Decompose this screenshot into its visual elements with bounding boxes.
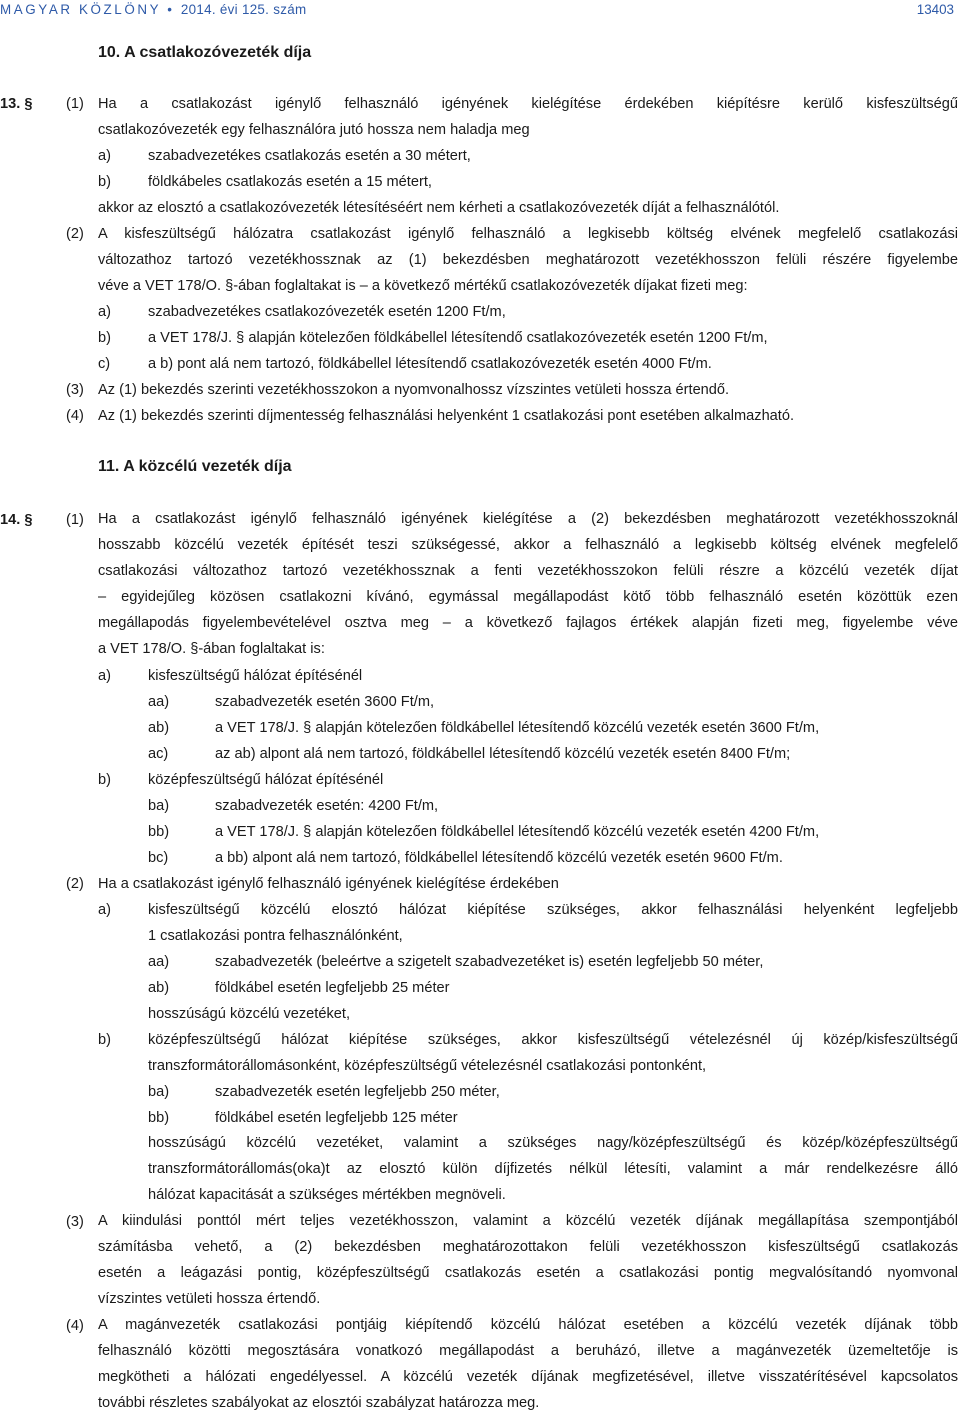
- subsection-number: (4): [66, 1318, 84, 1334]
- paragraph-line: felhasználó közötti megosztására vonatkozó megállapodást a beruházó, illetve a magánvezeték üzemeltetője is: [98, 1343, 958, 1359]
- subpoint-text: a VET 178/J. § alapján kötelezően földkábellel létesítendő közcélú vezeték esetén 3600 Ft/m,: [215, 720, 820, 736]
- paragraph-line: hálózat kapacitását a szükséges mértékben megnöveli.: [148, 1187, 506, 1203]
- page-header: [0, 0, 960, 24]
- paragraph-line: A magánvezeték csatlakozási pontjáig kiépítendő közcélú hálózat esetében a közcélú vezeték díjának több: [98, 1317, 958, 1333]
- subpoint-label: ba): [148, 798, 170, 814]
- paragraph-line: a VET 178/O. §-ában foglaltakat is:: [98, 641, 325, 657]
- paragraph-line: hosszabb közcélú vezeték építését teszi szükségessé, akkor a felhasználó a legkisebb költség elvének megfelelő: [98, 537, 958, 553]
- paragraph-line: csatlakozási változathoz tartozó vezetékhossznak a fenti vezetékhosszokon felüli részre a közcélú vezeték díjat: [98, 563, 958, 579]
- paragraph-14-number: 14. §: [0, 512, 33, 528]
- point-text: a b) pont alá nem tartozó, földkábellel létesítendő csatlakozóvezeték esetén 4000 Ft/m.: [148, 356, 712, 372]
- subsection-number: (4): [66, 408, 84, 424]
- subpoint-label: aa): [148, 694, 170, 710]
- point-text: szabadvezetékes csatlakozás esetén a 30 métert,: [148, 148, 471, 164]
- subsection-number: (1): [66, 96, 84, 112]
- point-text: kisfeszültségű közcélú elosztó hálózat kiépítése szükséges, akkor felhasználási helyenként legfeljebb: [148, 902, 958, 918]
- subpoint-text: földkábel esetén legfeljebb 25 méter: [215, 980, 450, 996]
- subpoint-text: szabadvezeték (beleértve a szigetelt szabadvezetéket is) esetén legfeljebb 50 méter,: [215, 954, 764, 970]
- subsection-number: (1): [66, 512, 84, 528]
- point-label: c): [98, 356, 111, 372]
- point-label: b): [98, 330, 111, 346]
- paragraph-line: A kisfeszültségű hálózatra csatlakozást igénylő felhasználó a legkisebb költség elvének megfelelő csatlakozási: [98, 226, 958, 242]
- point-text: szabadvezetékes csatlakozóvezeték esetén 1200 Ft/m,: [148, 304, 506, 320]
- subpoint-label: bc): [148, 850, 169, 866]
- paragraph-line: Az (1) bekezdés szerinti vezetékhosszokon a nyomvonalhossz vízszintes vetületi hossza értendő.: [98, 382, 730, 398]
- point-label: a): [98, 148, 111, 164]
- bullet-separator: •: [167, 2, 175, 17]
- subsection-number: (3): [66, 1214, 84, 1230]
- paragraph-14-1-body: [98, 509, 958, 665]
- point-label: b): [98, 772, 111, 788]
- subpoint-label: ab): [148, 720, 170, 736]
- paragraph-line: transzformátorállomás(oka)t az elosztó külön díjfizetés nélkül létesíti, valamint a már rendelkezésre álló: [148, 1161, 958, 1177]
- subpoint-label: bb): [148, 824, 170, 840]
- subpoint-text: szabadvezeték esetén: 4200 Ft/m,: [215, 798, 439, 814]
- publication-name: MAGYAR KÖZLÖNY: [0, 2, 161, 17]
- running-head: [0, 2, 306, 17]
- point-text: transzformátorállomásonként, középfeszültségű vételezésnél csatlakozási pontonként,: [148, 1058, 707, 1074]
- paragraph-13-number: 13. §: [0, 96, 33, 112]
- subpoint-label: bb): [148, 1110, 170, 1126]
- paragraph-line: – egyidejűleg közösen csatlakozni kívánó, egymással megállapodást kötő több felhasználó esetén közöttük ezen: [98, 589, 958, 605]
- paragraph-line: hosszúságú közcélú vezetéket, valamint a szükséges nagy/középfeszültségű és közép/középfeszültségű: [148, 1135, 958, 1151]
- subpoint-text: földkábel esetén legfeljebb 125 méter: [215, 1110, 458, 1126]
- point-text: kisfeszültségű hálózat építésénél: [148, 668, 363, 684]
- paragraph-line: véve a VET 178/O. §-ában foglaltakat is – a következő mértékű csatlakozóvezeték díjakat fizeti meg:: [98, 278, 748, 294]
- subpoint-label: ba): [148, 1084, 170, 1100]
- paragraph-line: esetén a leágazási pontig, középfeszültségű csatlakozás esetén a csatlakozási pontig megvalósítandó nyomvonal: [98, 1265, 958, 1281]
- subpoint-label: aa): [148, 954, 170, 970]
- point-label: b): [98, 174, 111, 190]
- point-label: a): [98, 668, 111, 684]
- paragraph-line: számításba vehető, a (2) bekezdésben meghatározottakon felüli vezetékhosszon kisfeszültségű csatlakozás: [98, 1239, 958, 1255]
- paragraph-line: Ha a csatlakozást igénylő felhasználó igényének kielégítése érdekében kiépítésre kerülő kisfeszültségű: [98, 96, 958, 112]
- issue-label: 2014. évi 125. szám: [180, 2, 307, 17]
- subpoint-text: szabadvezeték esetén legfeljebb 250 méter,: [215, 1084, 500, 1100]
- subpoint-text: szabadvezeték esetén 3600 Ft/m,: [215, 694, 435, 710]
- paragraph-line: Ha a csatlakozást igénylő felhasználó igényének kielégítése érdekében: [98, 876, 559, 892]
- paragraph-14-4-body: [98, 1315, 958, 1419]
- paragraph-line: csatlakozóvezeték egy felhasználóra jutó hossza nem haladja meg: [98, 122, 530, 138]
- paragraph-line: A kiindulási ponttól mért teljes vezetékhosszon, valamint a közcélú vezeték díjának megállapítása szempontjából: [98, 1213, 958, 1229]
- point-text: a VET 178/J. § alapján kötelezően földkábellel létesítendő csatlakozóvezeték esetén 1200 Ft/m,: [148, 330, 768, 346]
- paragraph-line: vízszintes vetületi hossza értendő.: [98, 1291, 321, 1307]
- paragraph-line: akkor az elosztó a csatlakozóvezeték létesítéséért nem kérheti a csatlakozóvezeték díját a felhasználótól.: [98, 200, 780, 216]
- point-text: hosszúságú közcélú vezetéket,: [148, 1006, 350, 1022]
- paragraph-line: Ha a csatlakozást igénylő felhasználó igényének kielégítése a (2) bekezdésben meghatározott vezetékhosszoknál: [98, 511, 958, 527]
- subsection-number: (2): [66, 226, 84, 242]
- subsection-number: (2): [66, 876, 84, 892]
- section-10-title: 10. A csatlakozóvezeték díja: [98, 44, 312, 61]
- subpoint-label: ab): [148, 980, 170, 996]
- point-text: földkábeles csatlakozás esetén a 15 métert,: [148, 174, 432, 190]
- section-11-title: 11. A közcélú vezeték díja: [98, 458, 292, 475]
- subpoint-text: a bb) alpont alá nem tartozó, földkábellel létesítendő közcélú vezeték esetén 9600 Ft/m.: [215, 850, 783, 866]
- point-text: középfeszültségű hálózat építésénél: [148, 772, 384, 788]
- subpoint-text: az ab) alpont alá nem tartozó, földkábellel létesítendő közcélú vezeték esetén 8400 Ft/m;: [215, 746, 791, 762]
- paragraph-line: változathoz tartozó vezetékhossznak az (1) bekezdésben meghatározott vezetékhosszon felüli részére figyelembe: [98, 252, 958, 268]
- paragraph-line: megkötheti a hálózati engedélyessel. A közcélú vezeték díjának megfizetésével, illetve visszatérítésével kapcsolatos: [98, 1369, 958, 1385]
- point-b-tail: [148, 1133, 958, 1211]
- subsection-number: (3): [66, 382, 84, 398]
- paragraph-line: megállapodás figyelembevételével osztva meg – a következő fajlagos értékek alapján fizeti meg, figyelembe véve: [98, 615, 958, 631]
- point-label: b): [98, 1032, 111, 1048]
- page-number: 13403: [916, 2, 954, 17]
- point-label: a): [98, 304, 111, 320]
- paragraph-line: további részletes szabályokat az elosztói szabályzat határozza meg.: [98, 1395, 540, 1411]
- point-label: a): [98, 902, 111, 918]
- subpoint-label: ac): [148, 746, 169, 762]
- paragraph-line: Az (1) bekezdés szerinti díjmentesség felhasználási helyenként 1 csatlakozási pont esetében alkalmazható.: [98, 408, 795, 424]
- point-text: 1 csatlakozási pontra felhasználónként,: [148, 928, 403, 944]
- paragraph-14-3-body: [98, 1211, 958, 1315]
- point-text: középfeszültségű hálózat kiépítése szükséges, akkor kisfeszültségű vételezésnél új közép/kisfeszültségű: [148, 1032, 958, 1048]
- subpoint-text: a VET 178/J. § alapján kötelezően földkábellel létesítendő közcélú vezeték esetén 4200 Ft/m,: [215, 824, 820, 840]
